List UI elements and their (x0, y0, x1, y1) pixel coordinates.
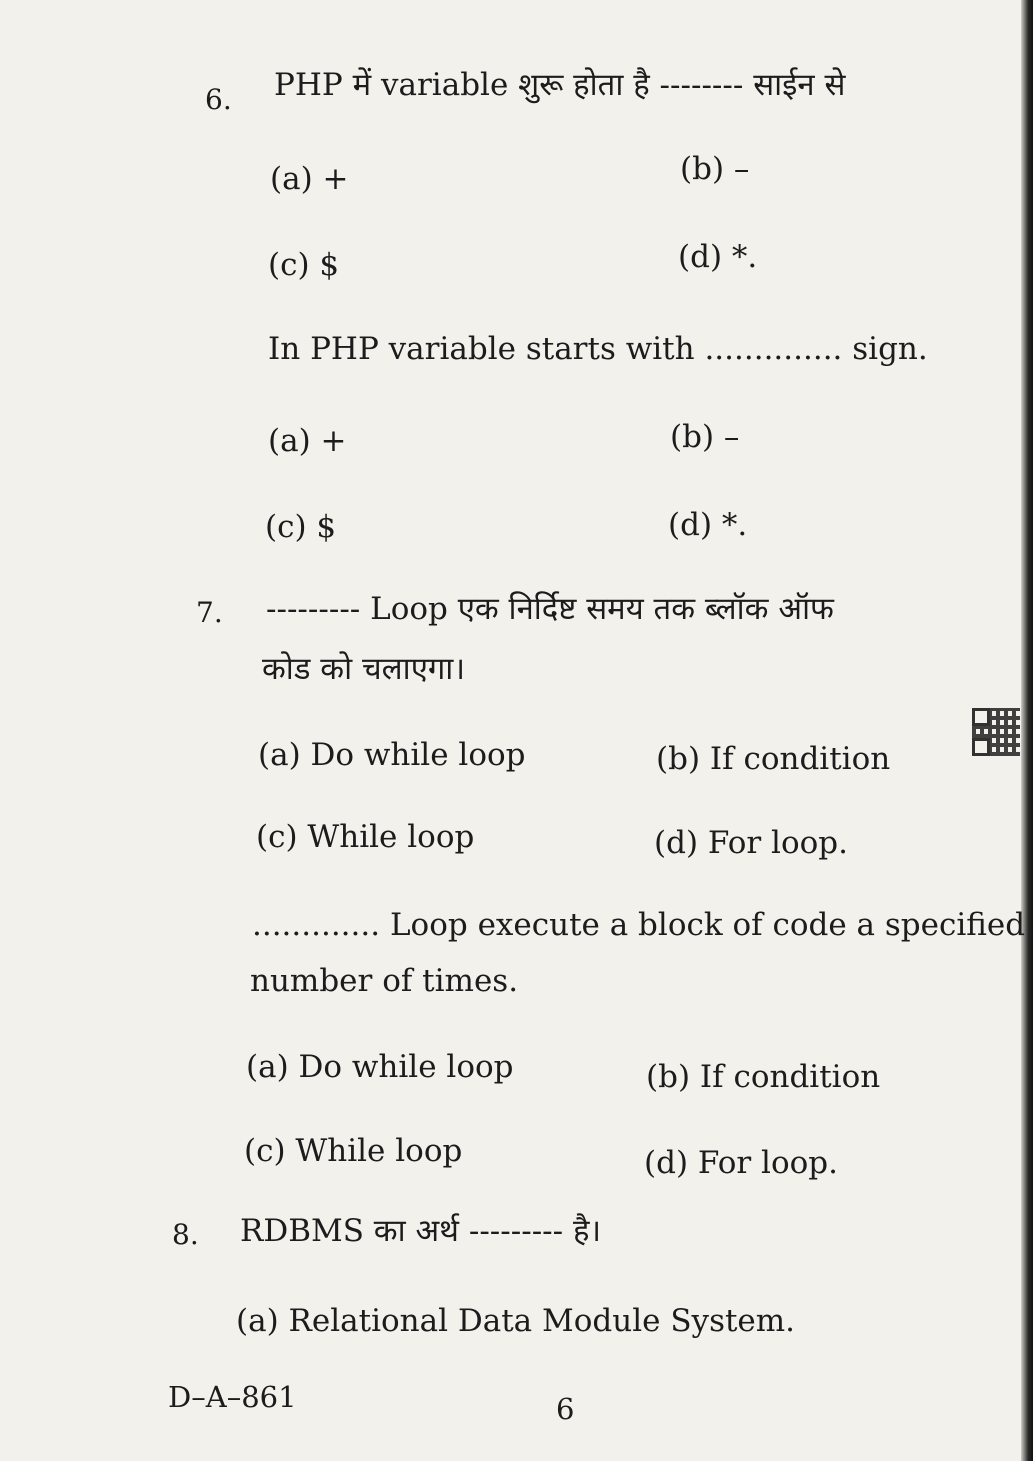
option-c: (c) While loop (256, 819, 475, 855)
option-a: (a) + (270, 161, 349, 197)
option-c: (c) While loop (244, 1133, 463, 1169)
option-d: (d) *. (668, 507, 748, 543)
page-edge-shadow (1021, 0, 1033, 1461)
page-number: 6 (556, 1392, 575, 1426)
question-stem-english: In PHP variable starts with .............. sign. (268, 331, 928, 367)
option-b: (b) If condition (646, 1059, 881, 1095)
question-stem-hindi-cont: कोड को चलाएगा। (262, 651, 466, 687)
paper-code: D–A–861 (168, 1380, 297, 1414)
question-stem-hindi: PHP में variable शुरू होता है -------- साईन से (274, 67, 846, 103)
option-b: (b) If condition (656, 741, 891, 777)
question-stem-hindi: --------- Loop एक निर्दिष्ट समय तक ब्लॉक ऑफ (266, 591, 834, 627)
option-b: (b) – (680, 151, 750, 187)
question-number: 8. (172, 1218, 199, 1251)
question-number: 6. (205, 83, 232, 116)
question-stem-english-cont: number of times. (250, 963, 519, 999)
option-b: (b) – (670, 419, 740, 455)
qr-code-icon (972, 708, 1020, 756)
option-d: (d) *. (678, 239, 758, 275)
option-a: (a) Do while loop (258, 737, 526, 773)
question-stem-hindi: RDBMS का अर्थ --------- है। (240, 1213, 602, 1249)
option-a: (a) + (268, 423, 347, 459)
option-a: (a) Relational Data Module System. (236, 1303, 796, 1339)
option-a: (a) Do while loop (246, 1049, 514, 1085)
option-c: (c) $ (265, 509, 337, 545)
option-c: (c) $ (268, 247, 340, 283)
option-d: (d) For loop. (644, 1145, 838, 1181)
option-d: (d) For loop. (654, 825, 848, 861)
question-stem-english: ............. Loop execute a block of code a specified (252, 907, 1026, 943)
question-number: 7. (196, 596, 223, 629)
